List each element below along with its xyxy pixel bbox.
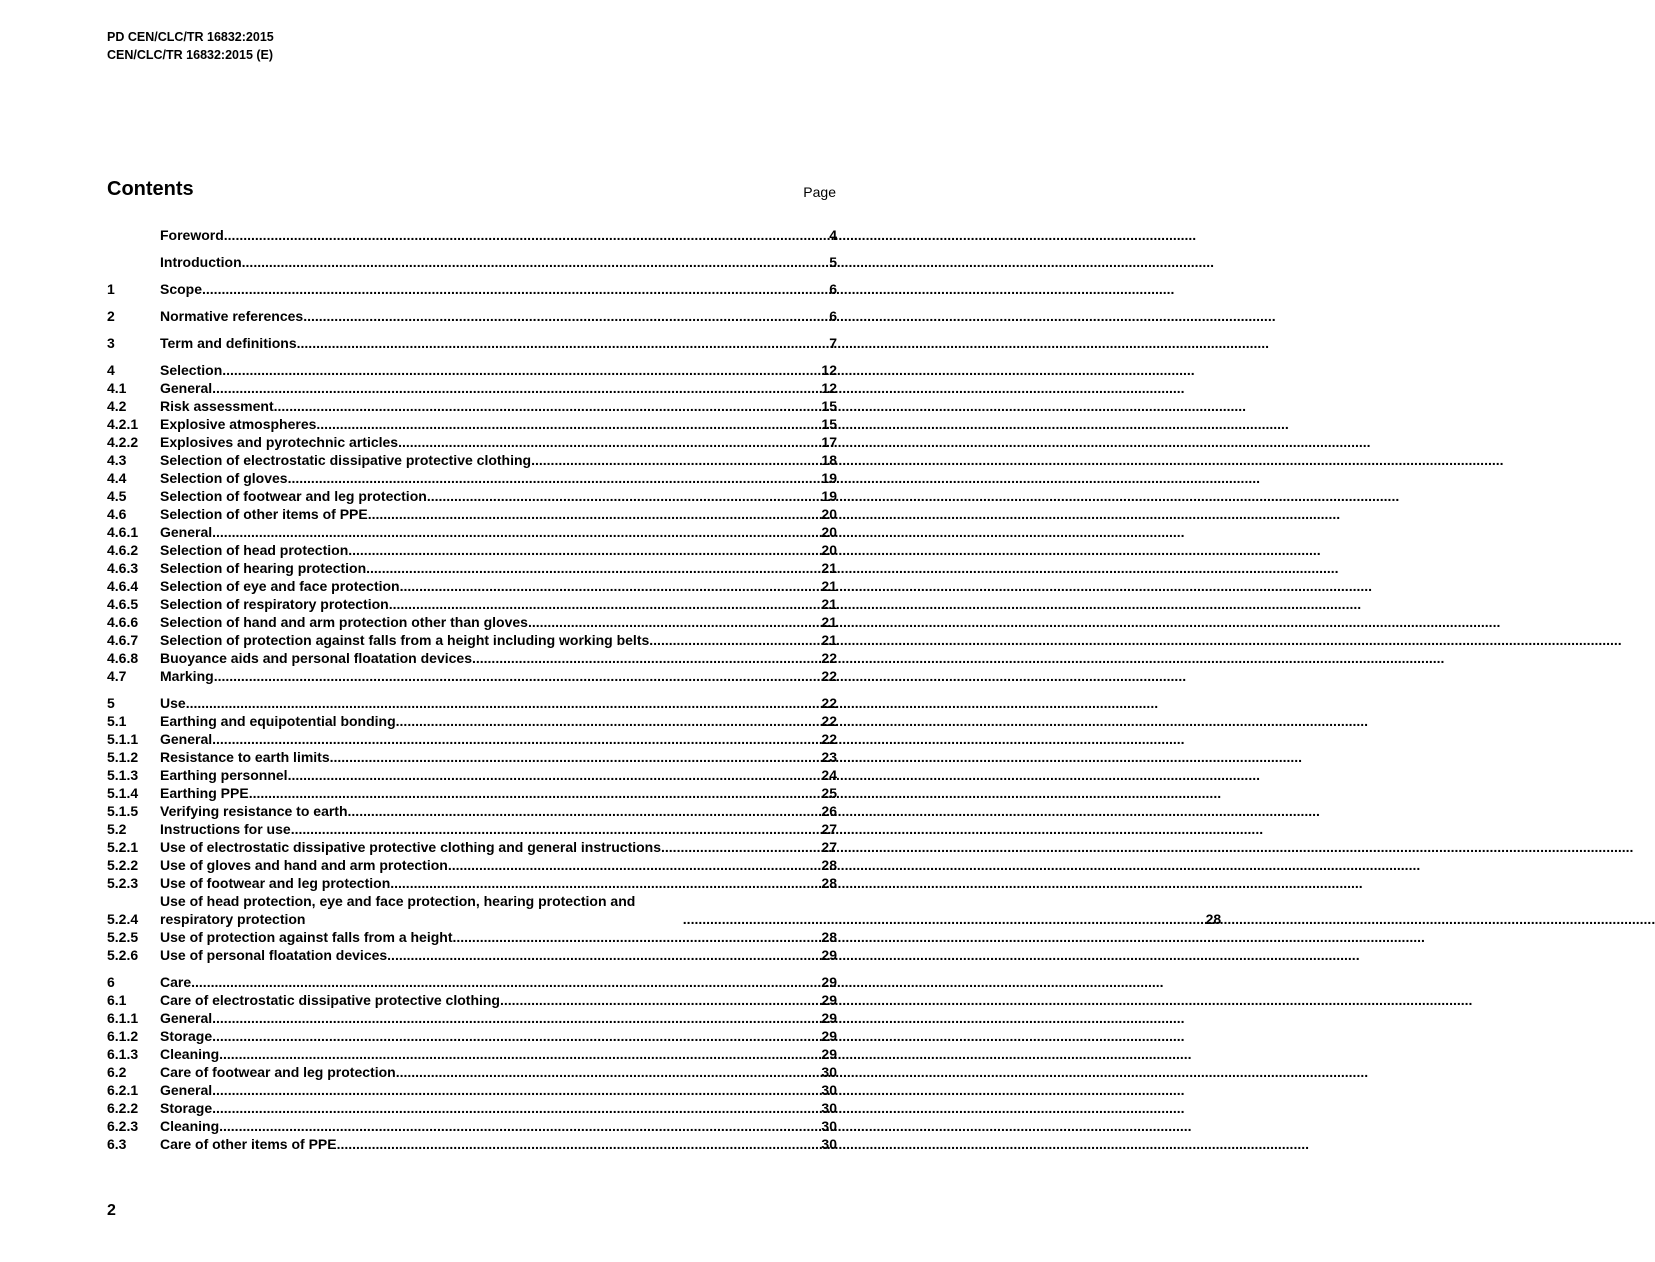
toc-entry-page: 21 [821, 614, 837, 630]
toc-leader-dots [448, 856, 822, 874]
toc-entry-title: Use of head protection, eye and face protection, hearing protection and [160, 893, 636, 909]
toc-entry-number: 6.1.2 [107, 1028, 139, 1044]
toc-leader-dots [297, 334, 830, 352]
header-line-2: CEN/CLC/TR 16832:2015 (E) [107, 48, 274, 62]
toc-leader-dots [400, 577, 822, 595]
toc-leader-dots [186, 694, 822, 712]
toc-entry[interactable] [107, 667, 837, 685]
table-of-contents [107, 226, 1222, 1153]
toc-leader-dots [219, 1045, 821, 1063]
toc-entry-number: 2 [107, 308, 115, 324]
toc-entry-number: 4.2.1 [107, 416, 139, 432]
toc-entry-page: 12 [821, 380, 837, 396]
toc-entry-number: 6.1.1 [107, 1010, 139, 1026]
toc-entry-title: Care of other items of PPE [160, 1136, 337, 1152]
toc-entry-number: 4.6.2 [107, 542, 139, 558]
toc-leader-dots [212, 1027, 821, 1045]
toc-entry-page: 6 [829, 281, 837, 297]
toc-entry-title: Resistance to earth limits [160, 749, 330, 765]
toc-entry-number: 4 [107, 362, 115, 378]
toc-leader-dots [366, 559, 821, 577]
toc-entry-number: 4.6.1 [107, 524, 139, 540]
toc-entry-page: 22 [821, 713, 837, 729]
toc-entry-page: 30 [821, 1082, 837, 1098]
toc-entry-page: 27 [821, 821, 837, 837]
toc-leader-dots [212, 379, 821, 397]
toc-entry-number: 4.5 [107, 488, 127, 504]
toc-entry-number: 5.2.3 [107, 875, 139, 891]
toc-entry[interactable] [107, 559, 837, 577]
toc-entry[interactable] [107, 766, 837, 784]
toc-leader-dots [316, 415, 821, 433]
toc-entry-page: 5 [829, 254, 837, 270]
toc-entry-title: Scope [160, 281, 203, 297]
toc-entry-page: 4 [829, 227, 837, 243]
toc-entry-page: 28 [821, 929, 837, 945]
toc-entry-title: Storage [160, 1028, 213, 1044]
toc-entry[interactable] [107, 991, 837, 1009]
toc-entry-title: Normative references [160, 308, 304, 324]
toc-entry-title: Earthing and equipotential bonding [160, 713, 396, 729]
toc-entry[interactable] [107, 334, 837, 352]
toc-entry-title: General [160, 1010, 213, 1026]
toc-leader-dots [531, 451, 821, 469]
toc-entry[interactable] [107, 487, 837, 505]
toc-entry-number: 6.2.3 [107, 1118, 139, 1134]
toc-entry-title: Selection of footwear and leg protection [160, 488, 427, 504]
toc-entry-title: Selection of hand and arm protection other than gloves [160, 614, 528, 630]
toc-entry-number: 5.2.6 [107, 947, 139, 963]
toc-entry-title: General [160, 380, 213, 396]
toc-entry-title: Introduction [160, 254, 242, 270]
toc-entry-page: 21 [821, 632, 837, 648]
toc-entry[interactable] [107, 361, 837, 379]
toc-entry-page: 27 [821, 839, 837, 855]
toc-entry[interactable] [107, 505, 837, 523]
toc-entry-page: 30 [821, 1064, 837, 1080]
toc-entry-page: 25 [821, 785, 837, 801]
toc-entry-title: Selection of protection against falls from a height including working belts [160, 632, 650, 648]
toc-entry-page: 29 [821, 947, 837, 963]
toc-leader-dots [288, 469, 822, 487]
toc-entry[interactable] [107, 730, 837, 748]
toc-entry[interactable] [107, 397, 837, 415]
toc-entry-page: 15 [821, 398, 837, 414]
toc-entry-title: Selection of hearing protection [160, 560, 367, 576]
toc-leader-dots [368, 505, 822, 523]
toc-entry-number: 5.2.1 [107, 839, 139, 855]
toc-entry-number: 4.6.6 [107, 614, 139, 630]
toc-entry-page: 26 [821, 803, 837, 819]
toc-entry[interactable] [107, 415, 837, 433]
toc-entry-title: Care of electrostatic dissipative protective clothing [160, 992, 500, 1008]
toc-entry-page: 30 [821, 1136, 837, 1152]
toc-entry-number: 6.3 [107, 1136, 127, 1152]
toc-entry-title: Cleaning [160, 1046, 220, 1062]
toc-entry-title: General [160, 731, 213, 747]
toc-entry-number: 4.2 [107, 398, 127, 414]
toc-entry-page: 28 [1205, 911, 1222, 927]
toc-leader-dots [330, 748, 822, 766]
toc-leader-dots [224, 226, 829, 244]
toc-entry-page: 28 [821, 857, 837, 873]
toc-leader-dots [472, 649, 821, 667]
toc-entry[interactable] [107, 613, 837, 631]
toc-entry-title: Foreword [160, 227, 224, 243]
toc-entry[interactable] [107, 451, 837, 469]
toc-entry-title: Use of electrostatic dissipative protective clothing and general instructions [160, 839, 662, 855]
toc-entry-page: 22 [821, 731, 837, 747]
toc-entry-title: Risk assessment [160, 398, 274, 414]
toc-entry-page: 29 [821, 992, 837, 1008]
toc-entry-number: 4.6 [107, 506, 127, 522]
toc-entry-title: Selection of gloves [160, 470, 288, 486]
toc-entry[interactable] [107, 577, 837, 595]
toc-entry[interactable] [107, 748, 837, 766]
toc-entry[interactable] [107, 253, 837, 271]
toc-leader-dots [683, 910, 1206, 928]
toc-entry-title: Selection of respiratory protection [160, 596, 389, 612]
toc-entry-page: 15 [821, 416, 837, 432]
toc-entry-title: Use of personal floatation devices [160, 947, 388, 963]
toc-entry[interactable] [107, 1081, 837, 1099]
toc-leader-dots [242, 253, 830, 271]
toc-entry-page: 30 [821, 1118, 837, 1134]
toc-entry[interactable] [107, 1045, 837, 1063]
toc-entry-page: 21 [821, 578, 837, 594]
toc-entry-number: 4.6.3 [107, 560, 139, 576]
toc-entry-title: Selection of eye and face protection [160, 578, 400, 594]
toc-entry-page: 7 [829, 335, 837, 351]
toc-entry-page: 21 [821, 560, 837, 576]
toc-entry-title: Earthing personnel [160, 767, 288, 783]
toc-entry[interactable] [107, 307, 837, 325]
toc-entry-number: 4.6.5 [107, 596, 139, 612]
toc-leader-dots [288, 766, 822, 784]
toc-entry[interactable] [107, 541, 837, 559]
toc-entry-page: 21 [821, 596, 837, 612]
toc-entry-number: 3 [107, 335, 115, 351]
toc-entry[interactable] [107, 523, 837, 541]
toc-entry-page: 29 [821, 974, 837, 990]
toc-entry-page: 29 [821, 1046, 837, 1062]
toc-entry[interactable] [107, 280, 837, 298]
toc-entry-title: Use of gloves and hand and arm protection [160, 857, 448, 873]
toc-leader-dots [396, 712, 822, 730]
toc-entry[interactable] [107, 928, 837, 946]
toc-entry-number: 5.1.1 [107, 731, 139, 747]
toc-leader-dots [348, 802, 822, 820]
toc-entry-page: 12 [821, 362, 837, 378]
toc-entry-number: 5.2.4 [107, 911, 139, 927]
toc-leader-dots [348, 541, 821, 559]
toc-entry-page: 24 [821, 767, 837, 783]
toc-entry-number: 4.1 [107, 380, 127, 396]
toc-leader-dots [389, 595, 822, 613]
toc-entry[interactable] [107, 1027, 837, 1045]
toc-entry-title-continued: respiratory protection [160, 911, 306, 927]
toc-entry-title: Term and definitions [160, 335, 297, 351]
toc-entry[interactable] [107, 1117, 837, 1135]
toc-entry[interactable] [107, 1009, 837, 1027]
toc-entry[interactable] [107, 874, 837, 892]
toc-entry-number: 6.2 [107, 1064, 127, 1080]
toc-leader-dots [528, 613, 821, 631]
toc-entry[interactable] [107, 892, 1222, 928]
toc-entry-title: Selection [160, 362, 223, 378]
toc-entry-number: 5 [107, 695, 115, 711]
toc-entry-title: Marking [160, 668, 214, 684]
toc-entry-number: 4.3 [107, 452, 127, 468]
toc-entry-number: 5.1 [107, 713, 127, 729]
toc-entry-page: 28 [821, 875, 837, 891]
toc-entry-number: 5.2.2 [107, 857, 139, 873]
toc-entry[interactable] [107, 973, 837, 991]
toc-leader-dots [219, 1117, 821, 1135]
toc-entry-title: Use of footwear and leg protection [160, 875, 391, 891]
toc-entry-page: 20 [821, 506, 837, 522]
toc-entry-page: 30 [821, 1100, 837, 1116]
toc-leader-dots [303, 307, 829, 325]
toc-entry-number: 4.4 [107, 470, 127, 486]
toc-leader-dots [274, 397, 822, 415]
toc-entry-title: Buoyance aids and personal floatation devices [160, 650, 472, 666]
toc-entry-number: 5.1.2 [107, 749, 139, 765]
toc-leader-dots [452, 928, 821, 946]
toc-entry[interactable] [107, 694, 837, 712]
toc-entry-title: Care [160, 974, 192, 990]
toc-entry[interactable] [107, 856, 837, 874]
toc-leader-dots [398, 433, 821, 451]
toc-entry[interactable] [107, 802, 837, 820]
toc-entry[interactable] [107, 631, 837, 649]
toc-entry-number: 4.6.8 [107, 650, 139, 666]
toc-entry[interactable] [107, 838, 837, 856]
toc-leader-dots [390, 874, 821, 892]
toc-entry-number: 6.2.2 [107, 1100, 139, 1116]
toc-entry[interactable] [107, 820, 837, 838]
toc-entry[interactable] [107, 595, 837, 613]
toc-leader-dots [661, 838, 821, 856]
toc-leader-dots [212, 730, 821, 748]
toc-entry[interactable] [107, 226, 837, 244]
toc-entry-title: Explosives and pyrotechnic articles [160, 434, 399, 450]
toc-entry-title: Use [160, 695, 186, 711]
toc-entry-page: 20 [821, 542, 837, 558]
page-column-label: Page [803, 184, 836, 200]
toc-entry-page: 29 [821, 1028, 837, 1044]
toc-entry-page: 18 [821, 452, 837, 468]
toc-entry-number: 5.2.5 [107, 929, 139, 945]
toc-entry[interactable] [107, 379, 837, 397]
toc-leader-dots [396, 1063, 822, 1081]
toc-entry-page: 6 [829, 308, 837, 324]
footer-page-number: 2 [107, 1202, 116, 1219]
toc-entry-page: 22 [821, 695, 837, 711]
toc-leader-dots [387, 946, 821, 964]
toc-entry[interactable] [107, 946, 837, 964]
toc-entry-page: 29 [821, 1010, 837, 1026]
toc-leader-dots [337, 1135, 822, 1153]
toc-entry-page: 17 [821, 434, 837, 450]
toc-leader-dots [202, 280, 829, 298]
toc-entry-number: 4.7 [107, 668, 127, 684]
toc-entry-page: 19 [821, 470, 837, 486]
toc-entry-title: General [160, 1082, 213, 1098]
toc-entry-title: Cleaning [160, 1118, 220, 1134]
toc-entry-number: 6.2.1 [107, 1082, 139, 1098]
toc-entry-title: Storage [160, 1100, 213, 1116]
toc-entry-page: 22 [821, 668, 837, 684]
toc-leader-dots [249, 784, 822, 802]
toc-entry-title: Earthing PPE [160, 785, 249, 801]
toc-entry-number: 4.2.2 [107, 434, 139, 450]
toc-entry[interactable] [107, 469, 837, 487]
toc-entry-title: Selection of electrostatic dissipative protective clothing [160, 452, 532, 468]
toc-entry-title: Selection of head protection [160, 542, 349, 558]
toc-leader-dots [212, 523, 821, 541]
toc-entry-page: 19 [821, 488, 837, 504]
toc-entry[interactable] [107, 1135, 837, 1153]
toc-leader-dots [212, 1009, 821, 1027]
toc-entry-number: 1 [107, 281, 115, 297]
toc-entry-number: 5.2 [107, 821, 127, 837]
toc-leader-dots [649, 631, 821, 649]
toc-entry-number: 6.1 [107, 992, 127, 1008]
toc-entry-number: 6.1.3 [107, 1046, 139, 1062]
toc-entry-title: Care of footwear and leg protection [160, 1064, 396, 1080]
toc-entry-title: Verifying resistance to earth [160, 803, 348, 819]
toc-entry[interactable] [107, 1099, 837, 1117]
toc-entry[interactable] [107, 433, 837, 451]
toc-leader-dots [212, 1099, 821, 1117]
toc-entry-page: 22 [821, 650, 837, 666]
toc-entry-title: Selection of other items of PPE [160, 506, 368, 522]
toc-entry-number: 6 [107, 974, 115, 990]
toc-entry-number: 5.1.4 [107, 785, 139, 801]
toc-entry-title: Explosive atmospheres [160, 416, 317, 432]
toc-leader-dots [222, 361, 821, 379]
toc-leader-dots [191, 973, 821, 991]
toc-entry[interactable] [107, 1063, 837, 1081]
toc-entry-page: 20 [821, 524, 837, 540]
toc-leader-dots [500, 991, 821, 1009]
toc-entry-number: 5.1.5 [107, 803, 139, 819]
contents-title: Contents [107, 178, 194, 200]
header-line-1: PD CEN/CLC/TR 16832:2015 [107, 30, 274, 44]
toc-leader-dots [427, 487, 822, 505]
toc-entry-title: General [160, 524, 213, 540]
document-header [107, 28, 274, 64]
toc-entry-number: 4.6.4 [107, 578, 139, 594]
toc-leader-dots [212, 1081, 821, 1099]
toc-entry-page: 23 [821, 749, 837, 765]
toc-entry[interactable] [107, 784, 837, 802]
toc-entry-number: 4.6.7 [107, 632, 139, 648]
toc-entry-title: Instructions for use [160, 821, 291, 837]
toc-leader-dots [291, 820, 822, 838]
toc-entry-number: 5.1.3 [107, 767, 139, 783]
toc-entry-title: Use of protection against falls from a height [160, 929, 453, 945]
toc-entry[interactable] [107, 712, 837, 730]
toc-entry[interactable] [107, 649, 837, 667]
toc-leader-dots [214, 667, 822, 685]
